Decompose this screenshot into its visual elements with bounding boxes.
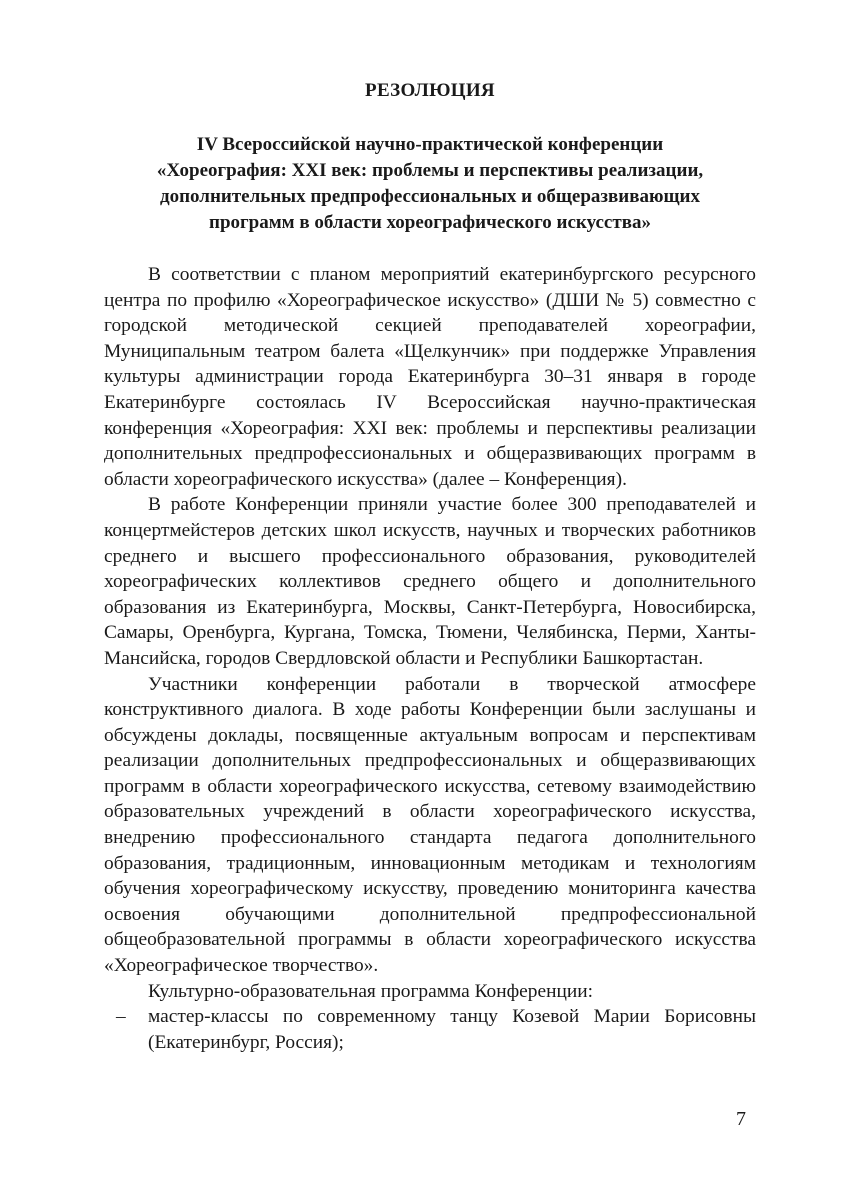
body-paragraph: Участники конференции работали в творческой атмосфере конструктивного диалога. В ходе работы Конференции были заслушаны и обсуждены доклады, посвященные актуальным вопросам и перспективам реализации дополнительных предпрофессиональных и общеразвивающих программ в области хореографического искусства, сетевому взаимодействию образовательных учреждений в области хореографического искусства, внедрению профессионального стандарта педагога дополнительного образования, традиционным, инновационным методикам и технологиям обучения хореографическому искусству, проведению мониторинга качества освоения обучающими дополнительной предпрофессиональной общеобразовательной программы в области хореографического искусства «Хореографическое творчество». [104,673,756,977]
body-paragraph: Культурно-образовательная программа Конференции: [148,980,593,1002]
list-dash: – [116,1006,126,1028]
document-title: РЕЗОЛЮЦИЯ [365,80,495,101]
subtitle-line: дополнительных предпрофессиональных и общеразвивающих [159,186,700,207]
list-item-text: мастер-классы по современному танцу Козевой Марии Борисовны (Екатеринбург, Россия); [148,1006,756,1053]
body-paragraph: В соответствии с планом мероприятий екатеринбургского ресурсного центра по профилю «Хореографическое искусство» (ДШИ № 5) совместно с городской методической секцией преподавателей хореографии, Муниципальным театром балета «Щелкунчик» при поддержке Управления культуры администрации города Екатеринбурга 30–31 января в городе Екатеринбурге состоялась IV Всероссийская научно-практическая конференция «Хореография: XXI век: проблемы и перспективы реализации дополнительных предпрофессиональных и общеразвивающих программ в области хореографического искусства» (далее – Конференция). [104,264,756,490]
list-item [104,1004,756,1055]
page-number: 7 [736,1108,746,1130]
body-paragraph: В работе Конференции приняли участие более 300 преподавателей и концертмейстеров детских школ искусств, научных и творческих работников среднего и высшего профессионального образования, руководителей хореографических коллективов среднего общего и дополнительного образования из Екатеринбурга, Москвы, Санкт-Петербурга, Новосибирска, Самары, Оренбурга, Кургана, Томска, Тюмени, Челябинска, Перми, Ханты-Мансийска, городов Свердловской области и Республики Башкортастан. [104,494,756,669]
subtitle-line: «Хореография: XXI век: проблемы и перспективы реализации, [156,160,704,181]
subtitle-line: IV Всероссийской научно-практической конференции [196,134,664,155]
document-page [104,78,756,1055]
subtitle-line: программ в области хореографического искусства» [209,212,651,233]
document-subtitle [104,132,756,236]
program-list [104,1004,756,1055]
